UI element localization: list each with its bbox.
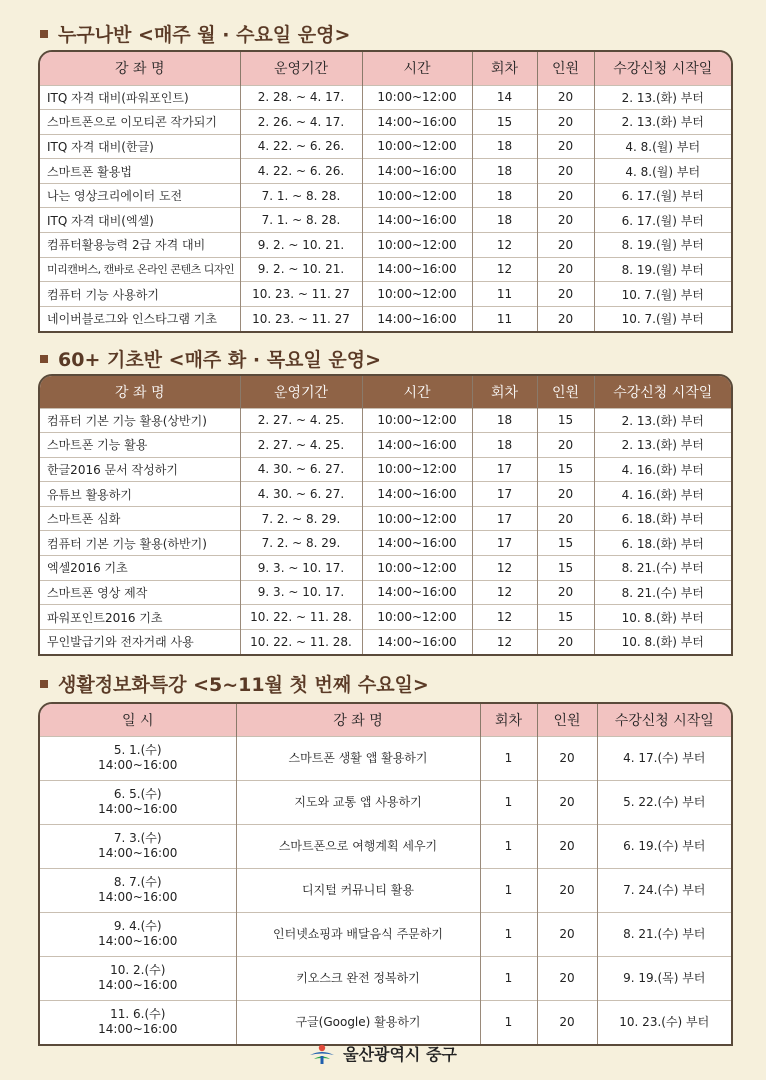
date: 11. 6.(수) (110, 1007, 166, 1022)
capacity: 15 (537, 457, 594, 482)
table-row (40, 306, 731, 331)
time: 14:00~16:00 (362, 531, 472, 556)
table-row (40, 868, 731, 912)
ulsan-logo-icon (309, 1043, 335, 1065)
period: 2. 27. ~ 4. 25. (240, 433, 362, 458)
date-time (40, 956, 236, 1000)
time: 10:00~12:00 (362, 506, 472, 531)
section1-title-text: 누구나반 <매주 월 · 수요일 운영> (58, 24, 351, 46)
capacity: 20 (537, 257, 594, 282)
table-row (40, 736, 731, 780)
table-row (40, 482, 731, 507)
time: 14:00~16:00 (362, 433, 472, 458)
period: 7. 1. ~ 8. 28. (240, 183, 362, 208)
period: 10. 23. ~ 11. 27 (240, 282, 362, 307)
course-name: 나는 영상크리에이터 도전 (40, 183, 240, 208)
capacity: 20 (537, 868, 597, 912)
table-row (40, 556, 731, 581)
sessions: 18 (472, 433, 537, 458)
period: 7. 2. ~ 8. 29. (240, 531, 362, 556)
sessions: 18 (472, 159, 537, 184)
signup-start: 2. 13.(화) 부터 (594, 408, 731, 433)
col-header: 인원 (537, 52, 594, 85)
bullet-icon (40, 355, 48, 363)
section-title-1 (40, 20, 350, 47)
section-title-3 (40, 670, 429, 697)
sessions: 12 (472, 580, 537, 605)
signup-start: 10. 8.(화) 부터 (594, 629, 731, 654)
capacity: 20 (537, 433, 594, 458)
period: 4. 22. ~ 6. 26. (240, 159, 362, 184)
table-row (40, 110, 731, 135)
col-header: 수강신청 시작일 (594, 52, 731, 85)
course-name: 엑셀2016 기초 (40, 556, 240, 581)
signup-start: 8. 21.(수) 부터 (594, 580, 731, 605)
time: 14:00~16:00 (362, 159, 472, 184)
sessions: 12 (472, 233, 537, 258)
capacity: 20 (537, 233, 594, 258)
table-row (40, 85, 731, 110)
signup-start: 7. 24.(수) 부터 (597, 868, 731, 912)
time: 14:00~16:00 (362, 580, 472, 605)
sessions: 12 (472, 629, 537, 654)
col-header: 일 시 (40, 704, 236, 736)
signup-start: 6. 19.(수) 부터 (597, 824, 731, 868)
sessions: 1 (480, 736, 537, 780)
time: 14:00~16:00 (98, 934, 178, 948)
time: 14:00~16:00 (362, 257, 472, 282)
table-row (40, 912, 731, 956)
sessions: 17 (472, 457, 537, 482)
signup-start: 2. 13.(화) 부터 (594, 433, 731, 458)
signup-start: 4. 16.(화) 부터 (594, 482, 731, 507)
signup-start: 10. 23.(수) 부터 (597, 1000, 731, 1044)
date-time (40, 1000, 236, 1044)
date-time (40, 824, 236, 868)
table-row (40, 183, 731, 208)
signup-start: 8. 21.(수) 부터 (597, 912, 731, 956)
course-name: 컴퓨터 기본 기능 활용(상반기) (40, 408, 240, 433)
signup-start: 6. 17.(월) 부터 (594, 208, 731, 233)
time: 10:00~12:00 (362, 605, 472, 630)
col-header: 시간 (362, 376, 472, 408)
table-row (40, 506, 731, 531)
sessions: 1 (480, 780, 537, 824)
course-name: 네이버블로그와 인스타그램 기초 (40, 306, 240, 331)
period: 2. 28. ~ 4. 17. (240, 85, 362, 110)
capacity: 20 (537, 208, 594, 233)
time: 10:00~12:00 (362, 233, 472, 258)
date: 6. 5.(수) (113, 787, 162, 801)
signup-start: 4. 17.(수) 부터 (597, 736, 731, 780)
table-row (40, 457, 731, 482)
period: 4. 30. ~ 6. 27. (240, 482, 362, 507)
capacity: 20 (537, 183, 594, 208)
table-row (40, 605, 731, 630)
course-name: 스마트폰 영상 제작 (40, 580, 240, 605)
capacity: 20 (537, 629, 594, 654)
period: 7. 1. ~ 8. 28. (240, 208, 362, 233)
table-row (40, 824, 731, 868)
sessions: 18 (472, 208, 537, 233)
signup-start: 4. 8.(월) 부터 (594, 134, 731, 159)
signup-start: 8. 19.(월) 부터 (594, 257, 731, 282)
period: 9. 3. ~ 10. 17. (240, 580, 362, 605)
time: 10:00~12:00 (362, 85, 472, 110)
course-name: 미리캔버스, 캔바로 온라인 콘텐츠 디자인 (40, 257, 240, 282)
period: 9. 2. ~ 10. 21. (240, 233, 362, 258)
capacity: 20 (537, 780, 597, 824)
signup-start: 8. 21.(수) 부터 (594, 556, 731, 581)
time: 14:00~16:00 (98, 890, 178, 904)
capacity: 20 (537, 134, 594, 159)
capacity: 20 (537, 482, 594, 507)
capacity: 15 (537, 605, 594, 630)
sessions: 18 (472, 408, 537, 433)
course-name: 스마트폰 기능 활용 (40, 433, 240, 458)
table-row (40, 233, 731, 258)
course-name: 한글2016 문서 작성하기 (40, 457, 240, 482)
signup-start: 2. 13.(화) 부터 (594, 85, 731, 110)
signup-start: 10. 7.(월) 부터 (594, 282, 731, 307)
table-row (40, 629, 731, 654)
date-time (40, 912, 236, 956)
table-section3 (38, 702, 733, 1046)
period: 4. 30. ~ 6. 27. (240, 457, 362, 482)
capacity: 15 (537, 408, 594, 433)
table-row (40, 1000, 731, 1044)
time: 14:00~16:00 (98, 846, 178, 860)
time: 14:00~16:00 (98, 802, 178, 816)
date-time (40, 736, 236, 780)
date: 9. 4.(수) (113, 919, 162, 933)
col-header: 수강신청 시작일 (597, 704, 731, 736)
signup-start: 10. 8.(화) 부터 (594, 605, 731, 630)
col-header: 운영기간 (240, 376, 362, 408)
sessions: 12 (472, 257, 537, 282)
period: 9. 3. ~ 10. 17. (240, 556, 362, 581)
table-row (40, 531, 731, 556)
time: 14:00~16:00 (98, 978, 178, 992)
col-header: 시간 (362, 52, 472, 85)
period: 10. 22. ~ 11. 28. (240, 629, 362, 654)
bullet-icon (40, 30, 48, 38)
section2-title-text: 60+ 기초반 <매주 화 · 목요일 운영> (58, 349, 382, 371)
course-name: 컴퓨터활용능력 2급 자격 대비 (40, 233, 240, 258)
course-name: 스마트폰 심화 (40, 506, 240, 531)
time: 14:00~16:00 (362, 208, 472, 233)
time: 10:00~12:00 (362, 183, 472, 208)
section3-title-text: 생활정보화특강 <5~11월 첫 번째 수요일> (58, 674, 429, 696)
capacity: 20 (537, 1000, 597, 1044)
period: 4. 22. ~ 6. 26. (240, 134, 362, 159)
capacity: 20 (537, 110, 594, 135)
date: 8. 7.(수) (113, 875, 162, 889)
sessions: 1 (480, 824, 537, 868)
sessions: 17 (472, 482, 537, 507)
table-row (40, 780, 731, 824)
time: 14:00~16:00 (362, 629, 472, 654)
sessions: 18 (472, 183, 537, 208)
bullet-icon (40, 680, 48, 688)
course-name: 스마트폰 생활 앱 활용하기 (236, 736, 480, 780)
capacity: 20 (537, 506, 594, 531)
signup-start: 8. 19.(월) 부터 (594, 233, 731, 258)
time: 14:00~16:00 (98, 758, 178, 772)
period: 10. 22. ~ 11. 28. (240, 605, 362, 630)
time: 10:00~12:00 (362, 134, 472, 159)
date: 10. 2.(수) (110, 963, 166, 977)
period: 7. 2. ~ 8. 29. (240, 506, 362, 531)
time: 14:00~16:00 (98, 1022, 178, 1037)
date-time (40, 780, 236, 824)
capacity: 20 (537, 736, 597, 780)
period: 2. 27. ~ 4. 25. (240, 408, 362, 433)
sessions: 1 (480, 1000, 537, 1044)
course-name: 컴퓨터 기능 사용하기 (40, 282, 240, 307)
date: 7. 3.(수) (113, 831, 162, 845)
sessions: 12 (472, 556, 537, 581)
capacity: 20 (537, 956, 597, 1000)
course-name: 유튜브 활용하기 (40, 482, 240, 507)
capacity: 15 (537, 556, 594, 581)
table-row (40, 134, 731, 159)
table-section2 (38, 374, 733, 656)
col-header: 회차 (472, 52, 537, 85)
signup-start: 4. 8.(월) 부터 (594, 159, 731, 184)
section-title-2 (40, 345, 381, 372)
course-name: 인터넷쇼핑과 배달음식 주문하기 (236, 912, 480, 956)
sessions: 17 (472, 506, 537, 531)
signup-start: 6. 17.(월) 부터 (594, 183, 731, 208)
date: 5. 1.(수) (113, 743, 162, 757)
sessions: 17 (472, 531, 537, 556)
sessions: 11 (472, 306, 537, 331)
capacity: 15 (537, 531, 594, 556)
table-row (40, 433, 731, 458)
course-name: ITQ 자격 대비(엑셀) (40, 208, 240, 233)
table-row (40, 159, 731, 184)
sessions: 14 (472, 85, 537, 110)
course-name: 컴퓨터 기본 기능 활용(하반기) (40, 531, 240, 556)
capacity: 20 (537, 159, 594, 184)
time: 10:00~12:00 (362, 282, 472, 307)
course-name: 스마트폰으로 이모티콘 작가되기 (40, 110, 240, 135)
col-header: 회차 (472, 376, 537, 408)
course-name: 스마트폰 활용법 (40, 159, 240, 184)
course-name: ITQ 자격 대비(한글) (40, 134, 240, 159)
period: 9. 2. ~ 10. 21. (240, 257, 362, 282)
sessions: 18 (472, 134, 537, 159)
col-header: 회차 (480, 704, 537, 736)
org-name: 울산광역시 중구 (343, 1045, 457, 1064)
sessions: 15 (472, 110, 537, 135)
time: 14:00~16:00 (362, 110, 472, 135)
course-name: 구글(Google) 활용하기 (236, 1000, 480, 1044)
capacity: 20 (537, 306, 594, 331)
signup-start: 6. 18.(화) 부터 (594, 506, 731, 531)
time: 10:00~12:00 (362, 408, 472, 433)
course-name: 디지털 커뮤니티 활용 (236, 868, 480, 912)
period: 10. 23. ~ 11. 27 (240, 306, 362, 331)
sessions: 12 (472, 605, 537, 630)
time: 10:00~12:00 (362, 556, 472, 581)
signup-start: 5. 22.(수) 부터 (597, 780, 731, 824)
col-header: 강 좌 명 (236, 704, 480, 736)
sessions: 1 (480, 868, 537, 912)
capacity: 20 (537, 282, 594, 307)
table-section1 (38, 50, 733, 333)
course-name: 스마트폰으로 여행계획 세우기 (236, 824, 480, 868)
time: 14:00~16:00 (362, 482, 472, 507)
footer (0, 1042, 766, 1065)
capacity: 20 (537, 824, 597, 868)
table-row (40, 257, 731, 282)
signup-start: 10. 7.(월) 부터 (594, 306, 731, 331)
table-row (40, 282, 731, 307)
col-header: 수강신청 시작일 (594, 376, 731, 408)
date-time (40, 868, 236, 912)
signup-start: 4. 16.(화) 부터 (594, 457, 731, 482)
capacity: 20 (537, 85, 594, 110)
sessions: 11 (472, 282, 537, 307)
table-row (40, 408, 731, 433)
period: 2. 26. ~ 4. 17. (240, 110, 362, 135)
sessions: 1 (480, 956, 537, 1000)
capacity: 20 (537, 580, 594, 605)
signup-start: 6. 18.(화) 부터 (594, 531, 731, 556)
col-header: 강 좌 명 (40, 376, 240, 408)
course-name: 지도와 교통 앱 사용하기 (236, 780, 480, 824)
table-row (40, 208, 731, 233)
course-name: 키오스크 완전 정복하기 (236, 956, 480, 1000)
course-name: 파워포인트2016 기초 (40, 605, 240, 630)
sessions: 1 (480, 912, 537, 956)
signup-start: 2. 13.(화) 부터 (594, 110, 731, 135)
col-header: 인원 (537, 376, 594, 408)
col-header: 인원 (537, 704, 597, 736)
course-name: ITQ 자격 대비(파워포인트) (40, 85, 240, 110)
course-name: 무인발급기와 전자거래 사용 (40, 629, 240, 654)
time: 10:00~12:00 (362, 457, 472, 482)
signup-start: 9. 19.(목) 부터 (597, 956, 731, 1000)
col-header: 강 좌 명 (40, 52, 240, 85)
table-row (40, 580, 731, 605)
col-header: 운영기간 (240, 52, 362, 85)
time: 14:00~16:00 (362, 306, 472, 331)
table-row (40, 956, 731, 1000)
capacity: 20 (537, 912, 597, 956)
